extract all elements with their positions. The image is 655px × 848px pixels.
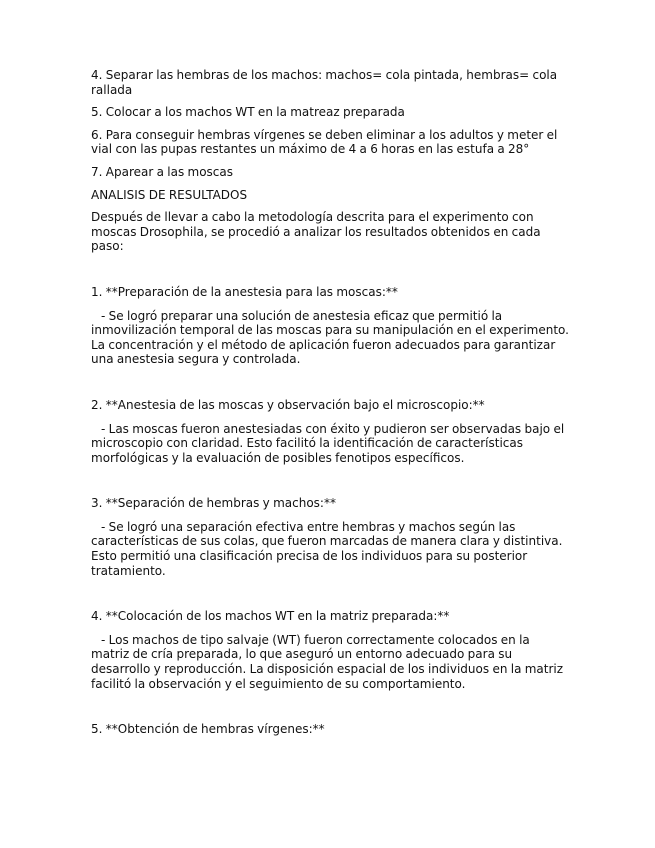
section-heading: ANALISIS DE RESULTADOS <box>91 187 248 202</box>
result-heading: 3. **Separación de hembras y machos:** <box>91 496 336 511</box>
step-item: 5. Colocar a los machos WT en la matreaz preparada <box>91 105 405 120</box>
result-heading: 4. **Colocación de los machos WT en la matriz preparada:** <box>91 609 450 624</box>
result-body: - Se logró preparar una solución de anestesia eficaz que permitió la inmovilización temporal de las moscas para su manipulación en el experimento. La concentración y el método de aplicación fueron adecuados para garantizar una anestesia segura y controlada. <box>91 308 569 367</box>
result-heading: 1. **Preparación de la anestesia para las moscas:** <box>91 284 398 299</box>
result-heading: 5. **Obtención de hembras vírgenes:** <box>91 722 325 737</box>
intro-paragraph: Después de llevar a cabo la metodología descrita para el experimento con moscas Drosophila, se procedió a analizar los resultados obtenidos en cada paso: <box>91 210 541 254</box>
step-item: 6. Para conseguir hembras vírgenes se deben eliminar a los adultos y meter el vial con las pupas restantes un máximo de 4 a 6 horas en las estufa a 28° <box>91 127 558 157</box>
result-body: - Se logró una separación efectiva entre hembras y machos según las características de sus colas, que fueron marcadas de manera clara y distintiva. Esto permitió una clasificación precisa de los individuos para su posterior tratamiento. <box>91 519 563 578</box>
result-body: - Los machos de tipo salvaje (WT) fueron correctamente colocados en la matriz de cría preparada, lo que aseguró un entorno adecuado para su desarrollo y reproducción. La disposición espacial de los individuos en la matriz facilitó la observación y el seguimiento de su comportamiento. <box>91 632 564 691</box>
result-heading: 2. **Anestesia de las moscas y observación bajo el microscopio:** <box>91 397 485 412</box>
result-body: - Las moscas fueron anestesiadas con éxito y pudieron ser observadas bajo el microscopio con claridad. Esto facilitó la identificación de características morfológicas y la evaluación de posibles fenotipos específicos. <box>91 421 565 465</box>
step-item: 4. Separar las hembras de los machos: machos= cola pintada, hembras= cola rallada <box>91 68 558 97</box>
step-item: 7. Aparear a las moscas <box>91 164 234 179</box>
document-page <box>91 68 571 737</box>
